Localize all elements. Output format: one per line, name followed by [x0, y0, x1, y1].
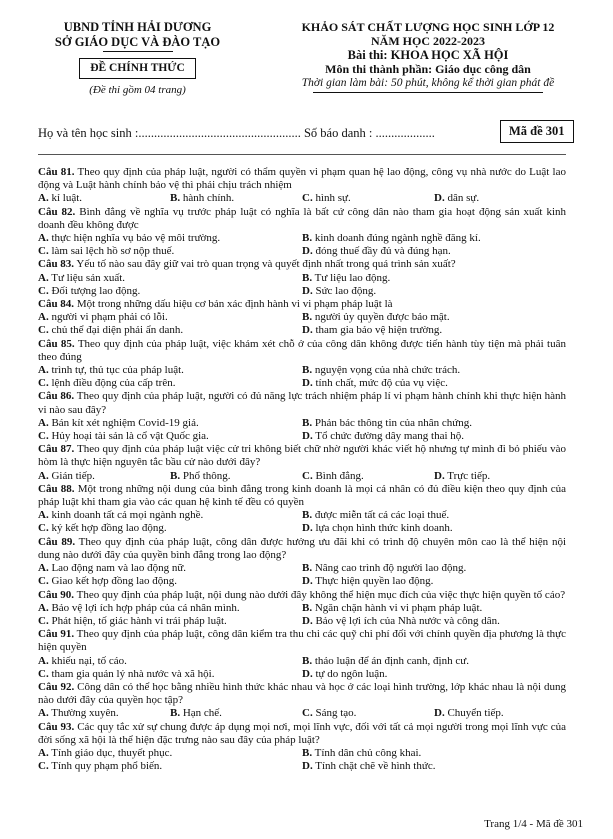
- option-text: được miễn tất cả các loại thuế.: [312, 509, 450, 522]
- answer-option: [38, 602, 302, 615]
- answer-option: [302, 509, 566, 522]
- option-letter: D.: [302, 667, 313, 680]
- option-letter: D.: [302, 760, 313, 773]
- option-letter: A.: [38, 601, 49, 614]
- option-text: thảo luận để án định canh, định cư.: [312, 654, 469, 667]
- answer-option: [302, 615, 566, 628]
- option-text: Tư liệu sản xuất.: [48, 271, 126, 284]
- header-left: [30, 20, 245, 97]
- option-letter: A.: [38, 707, 49, 720]
- option-text: Tư liệu lao động.: [312, 271, 391, 284]
- answer-options: [38, 747, 566, 773]
- answer-options: [38, 707, 566, 720]
- answer-options: [38, 364, 566, 390]
- option-letter: C.: [38, 377, 49, 390]
- option-letter: B.: [302, 232, 313, 245]
- question-item: [38, 681, 566, 721]
- question-text: [38, 681, 566, 707]
- option-letter: A.: [38, 311, 49, 324]
- answer-options: [38, 311, 566, 337]
- answer-option: [38, 562, 302, 575]
- option-text: hình sự.: [312, 192, 351, 205]
- option-letter: B.: [302, 562, 313, 575]
- option-letter: D.: [302, 377, 313, 390]
- answer-option: [38, 311, 302, 324]
- question-number: Câu 88.: [38, 482, 75, 495]
- question-number: Câu 86.: [38, 390, 75, 403]
- answer-option: [302, 575, 566, 588]
- option-letter: D.: [302, 614, 313, 627]
- option-text: Hủy hoại tài sản là cổ vật Quốc gia.: [48, 430, 209, 443]
- header-rule: [313, 92, 543, 93]
- option-letter: C.: [302, 192, 313, 205]
- option-text: người ủy quyền được bảo mật.: [312, 311, 450, 324]
- question-item: [38, 483, 566, 536]
- option-text: tính chất, mức độ của vụ việc.: [312, 377, 448, 390]
- answer-option: [38, 760, 302, 773]
- option-text: Bán kít xét nghiệm Covid-19 giả.: [48, 416, 199, 429]
- question-text: [38, 483, 566, 509]
- department-name: SỞ GIÁO DỤC VÀ ĐÀO TẠO: [54, 35, 221, 49]
- answer-option: [38, 377, 302, 390]
- option-letter: C.: [38, 614, 49, 627]
- answer-option: [38, 364, 302, 377]
- answer-option: [302, 324, 566, 337]
- option-text: Tổ chức đường dây mang thai hộ.: [312, 430, 465, 443]
- header-divider: [103, 51, 173, 52]
- answer-option: [38, 232, 302, 245]
- answer-options: [38, 602, 566, 628]
- option-text: dân sự.: [444, 192, 480, 205]
- option-letter: B.: [302, 364, 313, 377]
- option-letter: A.: [38, 509, 49, 522]
- option-text: khiếu nại, tố cáo.: [48, 654, 127, 667]
- answer-options: [38, 272, 566, 298]
- question-number: Câu 87.: [38, 443, 75, 456]
- option-text: Chuyển tiếp.: [444, 707, 504, 720]
- question-number: Câu 81.: [38, 166, 75, 178]
- answer-options: [38, 470, 566, 483]
- answer-option: [302, 272, 566, 285]
- option-letter: C.: [38, 430, 49, 443]
- question-number: Câu 83.: [38, 258, 75, 271]
- option-text: nguyện vọng của nhà chức trách.: [312, 364, 461, 377]
- province-name: UBND TỈNH HẢI DƯƠNG: [63, 20, 212, 34]
- answer-option: [170, 192, 302, 205]
- option-text: Thường xuyên.: [48, 707, 119, 720]
- question-body: Bình đẳng về nghĩa vụ trước pháp luật có nghĩa là bất cứ công dân nào tham gia hoạt động sản xuất kinh doanh đều không được: [38, 205, 566, 231]
- answer-option: [302, 747, 566, 760]
- answer-option: [302, 760, 566, 773]
- option-text: Bảo vệ lợi ích hợp pháp của cá nhân mình.: [48, 601, 240, 614]
- question-item: [38, 536, 566, 589]
- answer-option: [38, 192, 170, 205]
- question-list: [38, 166, 566, 773]
- question-item: [38, 390, 566, 443]
- answer-option: [302, 232, 566, 245]
- question-number: Câu 93.: [38, 720, 75, 733]
- option-text: Tính chặt chẽ về hình thức.: [312, 760, 436, 773]
- exam-name: Bài thi: KHOA HỌC XÃ HỘI: [347, 48, 509, 62]
- answer-option: [434, 707, 566, 720]
- answer-option: [302, 192, 434, 205]
- question-item: [38, 338, 566, 391]
- question-number: Câu 84.: [38, 298, 75, 311]
- question-body: Một trong những dấu hiệu cơ bản xác định hành vi vi phạm pháp luật là: [74, 298, 393, 311]
- option-text: Lao động nam và lao động nữ.: [48, 562, 187, 575]
- option-text: hành chính.: [180, 192, 235, 205]
- answer-option: [302, 311, 566, 324]
- question-item: [38, 298, 566, 338]
- question-item: [38, 166, 566, 206]
- question-body: Yếu tố nào sau đây giữ vai trò quan trọng và quyết định nhất trong quá trình sản xuất?: [74, 258, 456, 271]
- option-text: kỉ luật.: [48, 192, 83, 205]
- option-text: Sáng tạo.: [312, 707, 357, 720]
- answer-option: [38, 747, 302, 760]
- option-text: Phản bác thông tin của nhân chứng.: [312, 416, 473, 429]
- answer-option: [170, 707, 302, 720]
- option-text: thực hiện nghĩa vụ bảo vệ môi trường.: [48, 232, 221, 245]
- option-text: Phổ thông.: [180, 469, 231, 482]
- option-text: người vi phạm phải có lỗi.: [48, 311, 168, 324]
- answer-options: [38, 192, 566, 205]
- question-text: [38, 166, 566, 192]
- option-text: chủ thể đại diện phải ẩn danh.: [48, 324, 184, 337]
- option-letter: B.: [302, 601, 313, 614]
- option-text: tự do ngôn luận.: [312, 667, 388, 680]
- answer-option: [302, 470, 434, 483]
- option-letter: B.: [302, 654, 313, 667]
- question-text: [38, 589, 566, 602]
- option-text: trình tự, thủ tục của pháp luật.: [48, 364, 184, 377]
- answer-option: [38, 324, 302, 337]
- answer-option: [38, 285, 302, 298]
- option-letter: A.: [38, 364, 49, 377]
- answer-option: [434, 192, 566, 205]
- question-body: Theo quy định của pháp luật, việc khám xét chỗ ở của công dân không được tiến hành tùy tiện mà phải tuân theo đúng: [38, 337, 566, 363]
- school-year: NĂM HỌC 2022-2023: [371, 34, 485, 48]
- option-text: Đối tượng lao động.: [48, 284, 141, 297]
- option-letter: B.: [170, 707, 181, 720]
- option-letter: C.: [38, 284, 49, 297]
- option-text: kinh doanh tất cả mọi ngành nghề.: [48, 509, 204, 522]
- option-letter: C.: [302, 469, 313, 482]
- option-text: Tính dân chủ công khai.: [312, 746, 422, 759]
- question-body: Theo quy định của pháp luật việc cử tri không biết chữ nhờ người khác viết hộ nhưng tự mình đi bỏ phiếu vào hòm là thực hiện nguyên tắc bầu cử nào dưới đây?: [38, 443, 566, 469]
- question-text: [38, 206, 566, 232]
- answer-option: [38, 575, 302, 588]
- answer-option: [170, 470, 302, 483]
- answer-option: [38, 615, 302, 628]
- subject-name: Môn thi thành phần: Giáo dục công dân: [325, 62, 531, 76]
- option-text: kinh doanh đúng ngành nghề đăng kí.: [312, 232, 481, 245]
- answer-options: [38, 232, 566, 258]
- page-footer: Trang 1/4 - Mã đề 301: [484, 818, 583, 830]
- option-text: Nâng cao trình độ người lao động.: [312, 562, 467, 575]
- option-text: lệnh điều động của cấp trên.: [48, 377, 176, 390]
- pages-note: (Đề thi gồm 04 trang): [89, 84, 186, 96]
- answer-option: [302, 562, 566, 575]
- option-text: lựa chọn hình thức kinh doanh.: [312, 522, 453, 535]
- answer-option: [38, 417, 302, 430]
- answer-option: [302, 522, 566, 535]
- answer-option: [302, 707, 434, 720]
- option-letter: D.: [302, 245, 313, 258]
- question-text: [38, 298, 566, 311]
- question-body: Một trong những nội dung của bình đẳng trong kinh doanh là mọi cá nhân có đủ điều kiện theo quy định của pháp luật khi tham gia vào các quan hệ kinh tế đều có quyền: [38, 482, 566, 509]
- option-letter: C.: [38, 667, 49, 680]
- answer-option: [302, 668, 566, 681]
- question-text: [38, 258, 566, 271]
- option-letter: C.: [38, 324, 49, 337]
- option-text: Bình đẳng.: [312, 469, 364, 482]
- option-letter: B.: [302, 746, 313, 759]
- option-letter: C.: [302, 707, 313, 720]
- question-number: Câu 89.: [38, 535, 76, 548]
- answer-option: [38, 245, 302, 258]
- question-text: [38, 390, 566, 416]
- option-text: tham gia bảo vệ hiện trường.: [312, 324, 443, 337]
- option-letter: D.: [302, 522, 313, 535]
- time-note: Thời gian làm bài: 50 phút, không kể thời gian phát đề: [301, 77, 555, 89]
- question-item: [38, 721, 566, 774]
- option-letter: A.: [38, 654, 49, 667]
- option-text: Thực hiện quyền lao động.: [312, 575, 434, 588]
- question-body: Theo quy định của pháp luật, công dân được hưởng ưu đãi khi có trình độ chuyên môn cao là thể hiện nội dung nào dưới đây của quyền bình đẳng trong lao động?: [38, 535, 566, 561]
- option-text: đóng thuế đầy đủ và đúng hạn.: [312, 245, 451, 258]
- option-text: Tính giáo dục, thuyết phục.: [48, 746, 173, 759]
- answer-option: [302, 417, 566, 430]
- answer-option: [302, 655, 566, 668]
- question-text: [38, 443, 566, 469]
- option-text: Gián tiếp.: [48, 469, 95, 482]
- option-letter: D.: [302, 430, 313, 443]
- option-letter: A.: [38, 416, 49, 429]
- question-number: Câu 91.: [38, 628, 75, 641]
- answer-option: [38, 668, 302, 681]
- answer-option: [302, 430, 566, 443]
- question-body: Công dân có thể học bằng nhiều hình thức khác nhau và học ở các loại hình trường, lớp khác nhau là nội dung nào dưới đây của quyền học tập?: [38, 680, 567, 707]
- answer-option: [38, 509, 302, 522]
- question-number: Câu 90.: [38, 588, 75, 601]
- exam-code-box: Mã đề 301: [500, 120, 574, 143]
- question-item: [38, 206, 566, 259]
- answer-options: [38, 562, 566, 588]
- question-body: Các quy tắc xử sự chung được áp dụng mọi nơi, mọi lĩnh vực, đối với tất cả mọi người trong mọi lĩnh vực của đời sống xã hội là thể hiện đặc trưng nào sau đây của pháp luật?: [38, 720, 566, 746]
- option-text: Phát hiện, tố giác hành vi trái pháp luật.: [48, 614, 227, 627]
- question-text: [38, 628, 566, 654]
- question-item: [38, 589, 566, 629]
- answer-option: [434, 470, 566, 483]
- answer-options: [38, 509, 566, 535]
- answer-option: [38, 430, 302, 443]
- answer-option: [302, 602, 566, 615]
- option-letter: D.: [434, 469, 445, 482]
- option-letter: B.: [170, 469, 181, 482]
- option-letter: B.: [302, 271, 313, 284]
- option-letter: D.: [302, 284, 313, 297]
- answer-options: [38, 655, 566, 681]
- question-number: Câu 85.: [38, 337, 75, 350]
- header-right: [268, 20, 588, 93]
- answer-option: [38, 655, 302, 668]
- option-text: Trực tiếp.: [444, 469, 491, 482]
- question-text: [38, 536, 566, 562]
- option-letter: C.: [38, 760, 49, 773]
- survey-title: KHẢO SÁT CHẤT LƯỢNG HỌC SINH LỚP 12: [301, 20, 555, 34]
- answer-option: [38, 707, 170, 720]
- option-letter: C.: [38, 575, 49, 588]
- question-item: [38, 258, 566, 298]
- answer-options: [38, 417, 566, 443]
- option-letter: B.: [170, 192, 181, 205]
- official-badge: ĐỀ CHÍNH THỨC: [79, 58, 196, 79]
- question-item: [38, 628, 566, 681]
- answer-option: [38, 522, 302, 535]
- answer-option: [38, 272, 302, 285]
- option-letter: D.: [302, 324, 313, 337]
- option-letter: A.: [38, 271, 49, 284]
- option-letter: C.: [38, 245, 49, 258]
- option-letter: D.: [434, 192, 445, 205]
- separator-line: [38, 154, 566, 155]
- answer-option: [302, 364, 566, 377]
- option-letter: A.: [38, 469, 49, 482]
- option-text: ký kết hợp đồng lao động.: [48, 522, 167, 535]
- option-letter: D.: [302, 575, 313, 588]
- option-letter: D.: [434, 707, 445, 720]
- option-letter: A.: [38, 562, 49, 575]
- student-info-line: Họ và tên học sinh :.................................................... Số báo danh : ...................: [38, 126, 435, 140]
- option-letter: C.: [38, 522, 49, 535]
- option-text: Giao kết hợp đồng lao động.: [48, 575, 178, 588]
- option-text: Sức lao động.: [312, 284, 377, 297]
- option-text: Hạn chế.: [180, 707, 222, 720]
- option-letter: A.: [38, 232, 49, 245]
- question-number: Câu 82.: [38, 205, 76, 218]
- question-body: Theo quy định của pháp luật, người có đủ năng lực trách nhiệm pháp lí vi phạm hành chính khi thực hiện hành vi nào sau đây?: [38, 390, 566, 416]
- question-body: Theo quy định của pháp luật, người có thẩm quyền vi phạm quan hệ lao động, công vụ nhà nước do Luật lao động và Luật hành chính bảo vệ thì phải chịu trách nhiệm: [38, 166, 566, 192]
- option-text: làm sai lệch hồ sơ nộp thuế.: [48, 245, 175, 258]
- option-letter: A.: [38, 192, 49, 205]
- option-text: Bảo vệ lợi ích của Nhà nước và công dân.: [312, 614, 500, 627]
- question-number: Câu 92.: [38, 680, 75, 693]
- question-body: Theo quy định của pháp luật, nội dung nào dưới đây không thể hiện mục đích của việc thực hiện quyền tố cáo?: [74, 588, 566, 601]
- option-letter: A.: [38, 746, 49, 759]
- option-letter: B.: [302, 311, 313, 324]
- answer-option: [38, 470, 170, 483]
- answer-option: [302, 285, 566, 298]
- question-text: [38, 338, 566, 364]
- option-letter: B.: [302, 509, 313, 522]
- option-text: Tính quy phạm phổ biến.: [48, 760, 163, 773]
- answer-option: [302, 377, 566, 390]
- answer-option: [302, 245, 566, 258]
- question-body: Theo quy định của pháp luật, công dân kiểm tra thu chi các quỹ chi phí đối với chính quyền địa phương là thực hiện quyền: [38, 628, 567, 654]
- option-text: Ngăn chặn hành vi vi phạm pháp luật.: [312, 601, 483, 614]
- question-item: [38, 443, 566, 483]
- option-text: tham gia quản lý nhà nước và xã hội.: [48, 667, 215, 680]
- question-text: [38, 721, 566, 747]
- option-letter: B.: [302, 416, 313, 429]
